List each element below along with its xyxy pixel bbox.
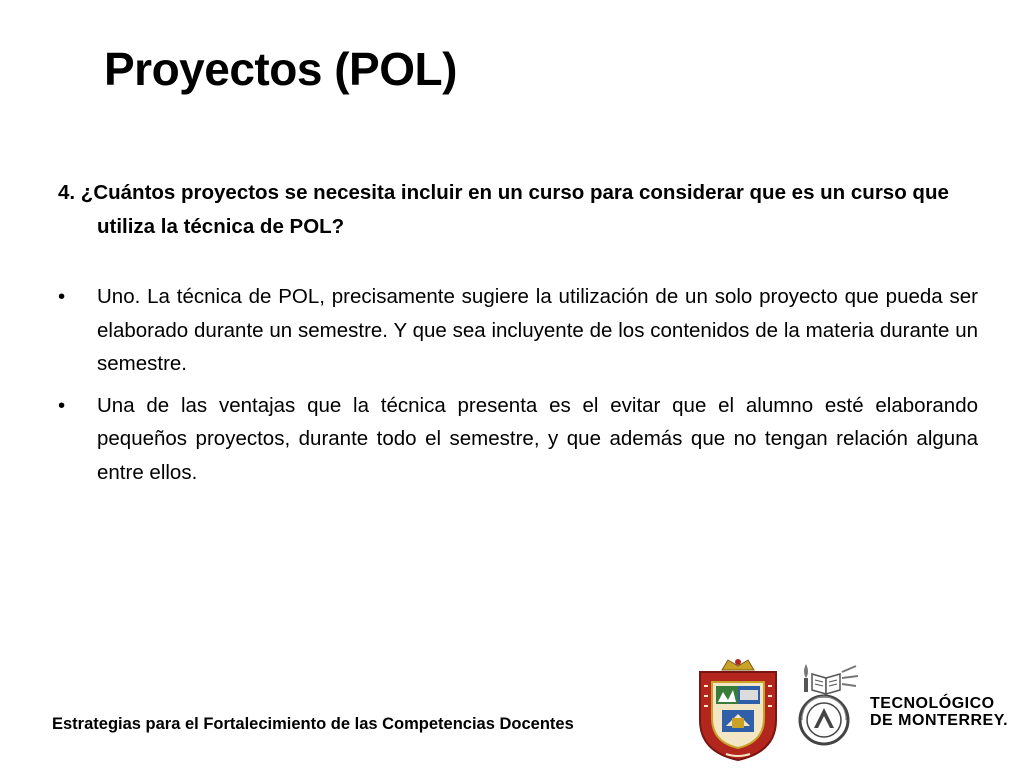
tec-logo-line-2: DE MONTERREY. (870, 712, 1009, 729)
list-item-text: Una de las ventajas que la técnica presenta es el evitar que el alumno esté elaborando pequeños proyectos, durante todo el semestre, y que además que no tengan relación alguna entre ellos. (97, 393, 978, 484)
tec-emblem-icon (790, 660, 864, 748)
list-item (58, 389, 978, 490)
slide-title: Proyectos (POL) (104, 43, 457, 95)
list-item-text: Uno. La técnica de POL, precisamente sugiere la utilización de un solo proyecto que pueda ser elaborado durante un semestre. Y que sea incluyente de los contenidos de la materia durante un semestre. (97, 285, 978, 375)
state-coat-of-arms-icon (692, 656, 784, 762)
tec-logo-line-1: TECNOLÓGICO (870, 695, 995, 712)
bullet-icon: • (58, 285, 66, 308)
question-text: 4. ¿Cuántos proyectos se necesita incluir en un curso para considerar que es un curso que utiliza la técnica de POL? (58, 181, 949, 238)
bullet-icon: • (58, 393, 66, 417)
footer-text: Estrategias para el Fortalecimiento de las Competencias Docentes (52, 715, 574, 733)
answer-list (58, 280, 978, 497)
list-item (58, 280, 978, 381)
tec-logo-text (870, 695, 1008, 729)
